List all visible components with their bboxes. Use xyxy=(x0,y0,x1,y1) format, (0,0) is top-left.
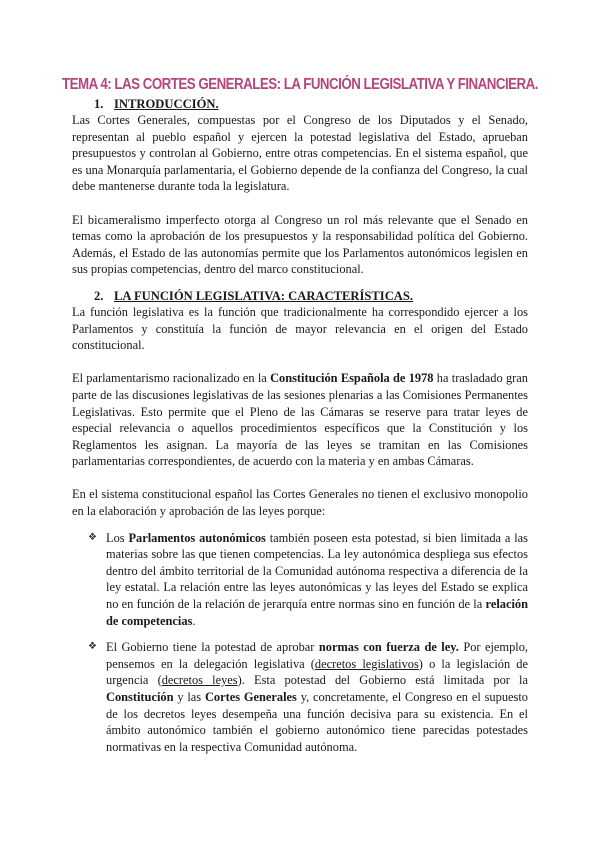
text-run: ). Esta potestad del Gobierno está limitada por la xyxy=(237,673,529,688)
bullet-list xyxy=(72,530,528,756)
section-title: INTRODUCCIÓN. xyxy=(114,97,219,111)
text-run: y las xyxy=(173,690,205,704)
text-run: . xyxy=(192,613,196,628)
text-run: Los xyxy=(106,530,129,545)
bold-parlamentos-autonomicos: Parlamentos autonómicos xyxy=(128,530,266,545)
paragraph-legislativa-3: En el sistema constitucional español las Cortes Generales no tienen el exclusivo monopolio en la elaboración y aprobación de las leyes porque: xyxy=(72,487,528,519)
paragraph-intro-1: Las Cortes Generales, compuestas por el Congreso de los Diputados y el Senado, representan al pueblo español y ejercen la potestad legislativa del Estado, aprueban presupuestos y controlan al Gobierno, entre otras competencias. En el sistema español, que es una Monarquía parlamentaria, el Gobierno depende de la confianza del Congreso, la cual debe mantenerse durante toda la legislatura. xyxy=(72,113,528,194)
paragraph-legislativa-2 xyxy=(72,370,528,470)
text-run: y, concretamente, el Congreso en el supuesto de los decretos leyes desempeña una función decisiva para su existencia. En el ámbito autonómico también el gobierno autonómico tiene parecidas potestades normativas en la respectiva Comunidad autónoma. xyxy=(106,690,528,754)
underline-decretos-leyes: decretos leyes xyxy=(161,673,238,688)
paragraph-intro-2: El bicameralismo imperfecto otorga al Congreso un rol más relevante que el Senado en temas como la aprobación de los presupuestos y la responsabilidad política del Gobierno. Además, el Estado de las autonomías permite que los Parlamentos autonómicos legislen en sus propias competencias, dentro del marco constitucional. xyxy=(72,212,528,277)
document-body xyxy=(72,96,528,765)
list-item xyxy=(72,639,528,755)
section-heading-introduccion xyxy=(72,96,528,112)
list-item xyxy=(72,530,528,630)
bold-constitucion-1978: Constitución Española de 1978 xyxy=(270,371,434,386)
bold-cortes-generales: Cortes Generales xyxy=(204,690,297,704)
bold-relacion-competencias: relación de competencias xyxy=(106,597,528,628)
section-heading-funcion-legislativa xyxy=(72,288,528,304)
text-run: El parlamentarismo racionalizado en la xyxy=(72,371,271,386)
diamond-bullet-icon: ❖ xyxy=(88,641,97,653)
text-run: ) o la legislación de urgencia ( xyxy=(106,656,528,688)
document-title: TEMA 4: LAS CORTES GENERALES: LA FUNCIÓN LEGISLATIVA Y FINANCIERA. xyxy=(62,76,538,93)
paragraph-legislativa-1: La función legislativa es la función que tradicionalmente ha correspondido ejercer a los Parlamentos y constituía la función de mayor relevancia en el origen del Estado constitucional. xyxy=(72,304,528,353)
text-run: El Gobierno tiene la potestad de aprobar xyxy=(106,640,319,655)
diamond-bullet-icon: ❖ xyxy=(88,531,97,543)
text-run: también poseen esta potestad, si bien limitada a las materias sobre las que tienen competencias. La ley autonómica despliega sus efectos dentro del ámbito territorial de la Comunidad autónoma respectiva a diferencia de la ley estatal. La relación entre las leyes autonómicas y las leyes del Estado se explica no en función de la relación de jerarquía entre normas sino en función de la xyxy=(106,530,528,612)
section-title: LA FUNCIÓN LEGISLATIVA: CARACTERÍSTICAS. xyxy=(114,288,414,303)
section-number: 2. xyxy=(94,288,104,303)
bold-normas-fuerza-ley: normas con fuerza de ley. xyxy=(318,640,459,655)
section-number: 1. xyxy=(94,97,104,111)
bold-constitucion: Constitución xyxy=(106,690,174,704)
underline-decretos-legislativos: decretos legislativos xyxy=(314,656,419,671)
text-run: Por ejemplo, pensemos en la delegación legislativa ( xyxy=(106,640,528,671)
text-run: ha trasladado gran parte de las discusiones legislativas de las sesiones plenarias a las Comisiones Permanentes Legislativas. Esto permite que el Pleno de las Cámaras se reserve para tratar leyes de especial relevancia o aquellos procedimientos específicos que la Constitución y los Reglamentos les asignan. La mayoría de las leyes se tramitan en las Comisiones parlamentarias correspondientes, de acuerdo con la materia y en ambas Cámaras. xyxy=(72,371,528,469)
